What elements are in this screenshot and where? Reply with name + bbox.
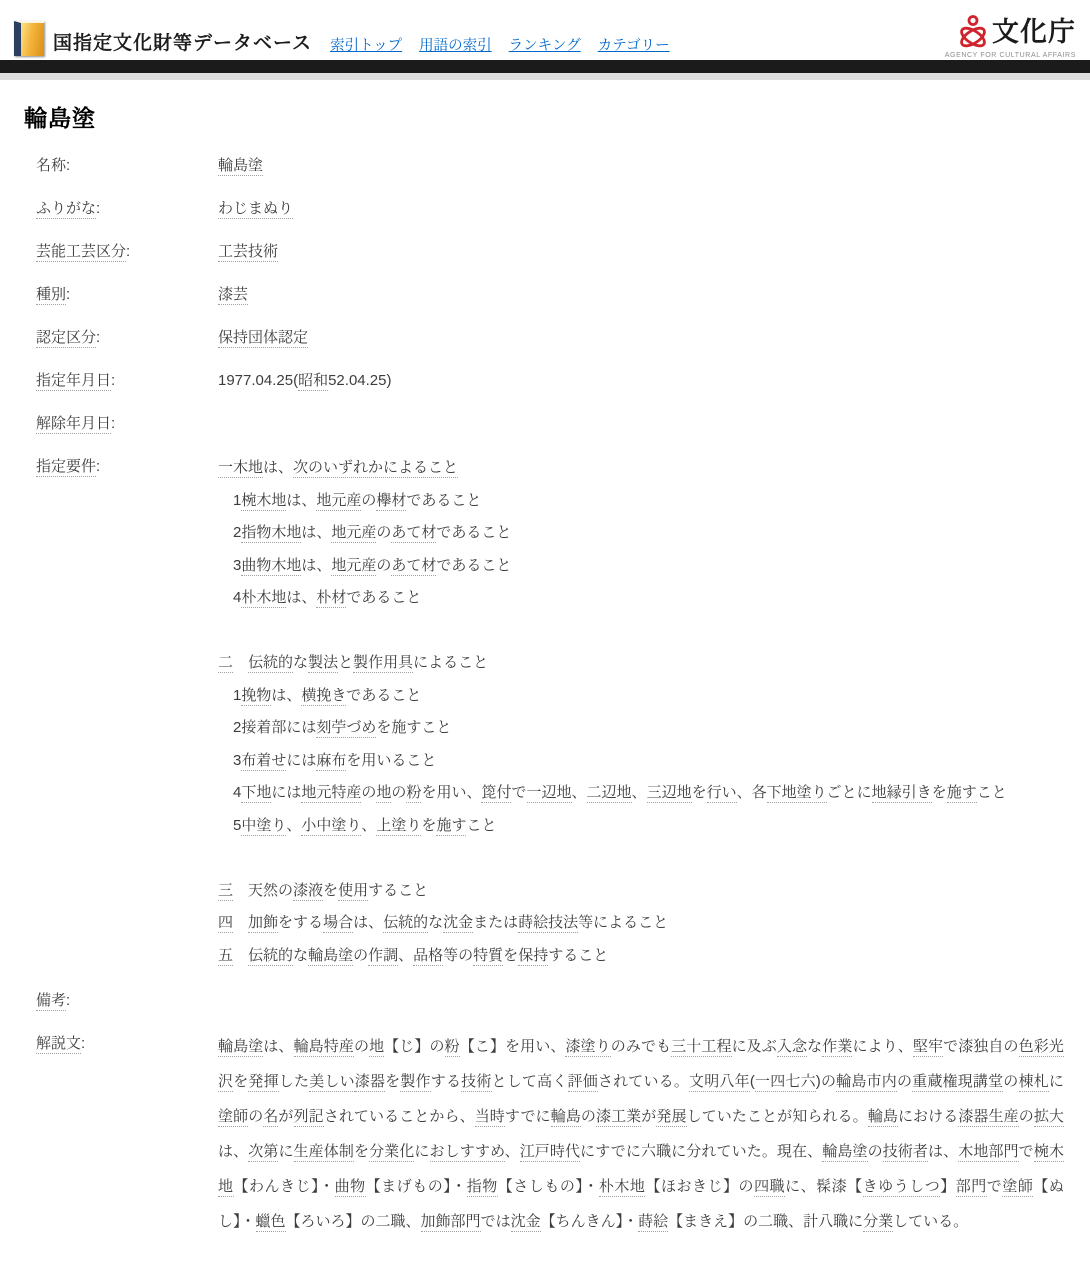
glossary-term[interactable]: 保持団体認定: [218, 329, 309, 346]
glossary-term[interactable]: 二辺地: [586, 784, 632, 801]
glossary-term[interactable]: 工芸技術: [218, 243, 279, 260]
glossary-term[interactable]: 昭和: [298, 372, 329, 389]
glossary-term[interactable]: 漆液: [293, 881, 324, 899]
glossary-term[interactable]: 蠟色: [255, 1213, 286, 1230]
field-table: [36, 151, 1066, 1239]
glossary-term[interactable]: 四: [218, 914, 234, 931]
glossary-term[interactable]: 次第: [248, 1143, 279, 1160]
requirement-line: [218, 842, 1064, 875]
glossary-term[interactable]: 種別: [36, 286, 67, 303]
glossary-term[interactable]: 地元産: [331, 556, 377, 574]
header-divider-shadow: [0, 73, 1090, 80]
glossary-term[interactable]: 名: [263, 1108, 279, 1125]
field-value-nintei-kubun: [218, 323, 1064, 352]
content: [0, 100, 1090, 1283]
glossary-term[interactable]: 朴木地: [241, 589, 287, 606]
glossary-term[interactable]: 横挽き: [301, 686, 347, 704]
requirement-line: 四 加飾をする場合は、伝統的な沈金または蒔絵技法等によること: [218, 914, 669, 931]
glossary-term[interactable]: 三辺地: [646, 784, 692, 801]
field-label-name: 名称:: [36, 157, 71, 174]
glossary-term[interactable]: 沈金: [443, 914, 474, 931]
glossary-term[interactable]: 粉: [444, 1038, 460, 1055]
glossary-term[interactable]: 拡大: [1033, 1108, 1064, 1125]
glossary-term[interactable]: 欅材: [376, 491, 407, 509]
glossary-term[interactable]: 部門: [955, 1178, 987, 1195]
glossary-term[interactable]: 指物: [466, 1178, 498, 1195]
glossary-term[interactable]: 朴材: [316, 589, 347, 606]
glossary-term[interactable]: 施す: [436, 816, 467, 834]
book-icon: [14, 21, 44, 56]
glossary-term[interactable]: 四職: [754, 1178, 786, 1195]
glossary-term[interactable]: 下地: [241, 784, 272, 801]
glossary-term[interactable]: 五: [218, 946, 234, 964]
page-title: 輪島塗: [24, 105, 96, 131]
glossary-term[interactable]: 塗師: [1002, 1178, 1034, 1195]
glossary-term[interactable]: 伝統的: [248, 946, 294, 964]
glossary-term[interactable]: 入念: [776, 1038, 808, 1055]
field-value-shubetsu: [218, 280, 1064, 309]
glossary-term[interactable]: 輪島特産: [293, 1038, 354, 1055]
glossary-term[interactable]: 次のいずれかによること: [293, 459, 459, 476]
glossary-term[interactable]: 輪島: [550, 1108, 581, 1125]
requirement-line: [218, 615, 1064, 648]
glossary-term[interactable]: 芸能工芸区分: [36, 243, 127, 260]
field-label-shitei-yoken: 指定要件:: [36, 458, 101, 475]
field-label-nintei-kubun: 認定区分:: [36, 329, 101, 346]
requirement-line: 3曲物木地は、地元産のあて材であること: [218, 556, 512, 574]
glossary-term[interactable]: 漆工業: [595, 1108, 642, 1125]
row-biko: [36, 986, 1066, 1015]
glossary-term[interactable]: 保持: [518, 946, 549, 964]
glossary-term[interactable]: 発揮: [248, 1073, 279, 1090]
glossary-term[interactable]: 二: [218, 654, 234, 671]
agency-name: 文化庁: [992, 16, 1076, 47]
glossary-term[interactable]: 箆付: [481, 784, 512, 801]
glossary-term[interactable]: 曲物木地: [241, 556, 302, 574]
glossary-term[interactable]: 製作: [400, 1073, 431, 1090]
glossary-term[interactable]: 沈金: [510, 1213, 541, 1230]
agency-logo-link[interactable]: [945, 13, 1076, 59]
glossary-term[interactable]: おしすすめ: [429, 1143, 505, 1160]
glossary-term[interactable]: 塗師: [218, 1108, 249, 1125]
glossary-term[interactable]: 技術者: [882, 1143, 929, 1160]
glossary-term[interactable]: 中塗り: [241, 816, 287, 834]
agency-crest-icon: [956, 13, 990, 51]
glossary-term[interactable]: 備考: [36, 992, 67, 1009]
glossary-term[interactable]: 漆器: [354, 1073, 386, 1090]
glossary-term[interactable]: 蒔絵: [638, 1213, 669, 1230]
glossary-term[interactable]: 輪島塗: [822, 1143, 868, 1160]
glossary-term[interactable]: 評価: [567, 1073, 598, 1090]
glossary-term[interactable]: あて材: [391, 524, 437, 541]
glossary-term[interactable]: 江戸時代: [519, 1143, 581, 1160]
field-label-biko: 備考:: [36, 992, 71, 1009]
glossary-term[interactable]: 生産体制: [293, 1143, 354, 1160]
requirement-line: 2指物木地は、地元産のあて材であること: [218, 524, 512, 541]
glossary-term[interactable]: 指物木地: [241, 524, 302, 541]
glossary-term[interactable]: 一木地: [218, 459, 264, 476]
agency-caption: AGENCY FOR CULTURAL AFFAIRS: [944, 52, 1076, 59]
field-value-furigana: [218, 194, 1064, 223]
glossary-term[interactable]: 施す: [946, 784, 977, 801]
glossary-term[interactable]: 解説文: [36, 1035, 82, 1052]
glossary-term[interactable]: 布着せ: [241, 751, 287, 769]
glossary-term[interactable]: 一四七六: [754, 1073, 816, 1090]
glossary-term[interactable]: 曲物: [334, 1178, 366, 1195]
site-header: [0, 0, 1090, 60]
field-value-shitei-date: 1977.04.25(昭和52.04.25): [218, 372, 392, 389]
glossary-term[interactable]: 美しい: [309, 1073, 355, 1090]
requirement-line: 三 天然の漆液を使用すること: [218, 881, 429, 899]
glossary-term[interactable]: 挽物: [241, 686, 272, 704]
glossary-term[interactable]: 当時: [474, 1108, 505, 1125]
glossary-term[interactable]: 加飾: [248, 914, 279, 931]
site-title: 国指定文化財等データベース: [53, 33, 313, 54]
glossary-term[interactable]: 地元産: [316, 491, 362, 509]
glossary-term[interactable]: 輪島塗: [218, 1038, 264, 1055]
glossary-term[interactable]: 品格: [413, 946, 444, 964]
row-shitei-date: [36, 366, 1066, 395]
glossary-term[interactable]: 伝統的: [383, 914, 429, 931]
glossary-term[interactable]: 技術: [461, 1073, 492, 1090]
requirement-line: 4朴木地は、朴材であること: [218, 589, 422, 606]
glossary-term[interactable]: 蒔絵技法: [518, 914, 579, 931]
nav-link-index-top[interactable]: 索引トップ: [330, 37, 403, 54]
glossary-term[interactable]: 発展: [656, 1108, 687, 1125]
row-geino-kogei-kubun: [36, 237, 1066, 266]
field-value-kaijo-date: [218, 409, 1064, 438]
glossary-term[interactable]: 製作用具: [353, 654, 414, 671]
requirement-line: 2接着部には刻苧づめを施すこと: [218, 719, 452, 736]
glossary-term[interactable]: 刻苧づめ: [316, 719, 377, 736]
glossary-term[interactable]: わじまぬり: [218, 200, 294, 217]
field-label-geino-kogei-kubun: 芸能工芸区分:: [36, 243, 131, 260]
glossary-term[interactable]: 重蔵権現講堂: [912, 1073, 1004, 1090]
glossary-term[interactable]: 場合: [323, 914, 354, 931]
glossary-term[interactable]: 列記: [293, 1108, 324, 1125]
requirement-line: 1挽物は、横挽きであること: [218, 686, 422, 704]
glossary-term[interactable]: 行い: [706, 784, 737, 801]
glossary-term[interactable]: 一辺地: [526, 784, 572, 801]
glossary-term[interactable]: あて材: [391, 556, 437, 574]
row-kaisetsu: [36, 1029, 1066, 1239]
glossary-term[interactable]: 輪島塗: [308, 946, 354, 964]
glossary-term[interactable]: ふりがな: [36, 200, 97, 217]
row-nintei-kubun: [36, 323, 1066, 352]
row-name: [36, 151, 1066, 180]
glossary-term[interactable]: 解除年月日: [36, 415, 112, 432]
requirement-line: 4下地には地元特産の地の粉を用い、箆付で一辺地、二辺地、三辺地を行い、各下地塗りごとに地縁引きを施すこと: [218, 784, 1007, 801]
glossary-term[interactable]: 色彩光沢: [218, 1038, 1064, 1090]
glossary-term[interactable]: 上塗り: [376, 816, 422, 834]
header-nav: [330, 39, 670, 57]
glossary-term[interactable]: 椀木地: [218, 1143, 1064, 1195]
requirement-line: 3布着せには麻布を用いること: [218, 751, 437, 769]
field-value-shitei-yoken: [218, 452, 1064, 972]
nav-link-category[interactable]: カテゴリー: [597, 37, 670, 54]
glossary-term[interactable]: 三: [218, 881, 234, 899]
nav-link-glossary-index[interactable]: 用語の索引: [419, 37, 492, 54]
field-value-name: [218, 151, 1064, 180]
header-divider-bar: [0, 60, 1090, 73]
glossary-term[interactable]: 三十工程: [671, 1038, 732, 1055]
nav-link-ranking[interactable]: ランキング: [508, 37, 581, 54]
field-value-geino-kogei-kubun: [218, 237, 1064, 266]
field-label-kaijo-date: 解除年月日:: [36, 415, 116, 432]
glossary-term[interactable]: 分業化: [369, 1143, 415, 1160]
glossary-term[interactable]: 地: [369, 1038, 385, 1055]
glossary-term[interactable]: 麻布: [316, 751, 347, 769]
glossary-term[interactable]: 堅牢: [912, 1038, 944, 1055]
glossary-term[interactable]: 地元特産: [301, 784, 362, 801]
glossary-term[interactable]: 作業: [822, 1038, 853, 1055]
glossary-term[interactable]: 指定要件: [36, 458, 97, 475]
glossary-term[interactable]: 下地塗り: [766, 784, 827, 801]
requirement-line: 一木地は、次のいずれかによること: [218, 459, 459, 476]
glossary-term[interactable]: 伝統的: [248, 654, 294, 671]
field-label-furigana: ふりがな:: [36, 200, 101, 217]
requirement-line: 1椀木地は、地元産の欅材であること: [218, 491, 482, 509]
field-label-kaisetsu: 解説文:: [36, 1035, 86, 1052]
glossary-term[interactable]: 認定区分: [36, 329, 97, 346]
requirement-line: 5中塗り、小中塗り、上塗りを施すこと: [218, 816, 497, 834]
glossary-term[interactable]: 棟札: [1018, 1073, 1049, 1090]
row-kaijo-date: [36, 409, 1066, 438]
glossary-term[interactable]: 輪島塗: [218, 157, 264, 174]
row-shitei-yoken: [36, 452, 1066, 972]
requirement-line: 五 伝統的な輪島塗の作調、品格等の特質を保持すること: [218, 946, 609, 964]
glossary-term[interactable]: 使用: [338, 881, 369, 899]
glossary-term[interactable]: 地元産: [331, 524, 377, 541]
glossary-term[interactable]: 製法: [308, 654, 339, 671]
glossary-term[interactable]: 文明八年: [689, 1073, 750, 1090]
glossary-term[interactable]: 輪島: [867, 1108, 898, 1125]
row-furigana: [36, 194, 1066, 223]
glossary-term[interactable]: 漆塗り: [565, 1038, 611, 1055]
glossary-term[interactable]: 指定年月日: [36, 372, 112, 389]
row-shubetsu: [36, 280, 1066, 309]
glossary-term[interactable]: 漆器生産: [958, 1108, 1019, 1125]
glossary-term[interactable]: 加飾部門: [420, 1213, 481, 1230]
glossary-term[interactable]: 木地部門: [958, 1143, 1019, 1160]
glossary-term[interactable]: 特質: [473, 946, 504, 964]
field-label-shubetsu: 種別:: [36, 286, 71, 303]
glossary-term[interactable]: 朴木地: [598, 1178, 646, 1195]
requirement-line: 二 伝統的な製法と製作用具によること: [218, 654, 489, 671]
glossary-term[interactable]: 輪島市内: [836, 1073, 897, 1090]
glossary-term[interactable]: 粉: [406, 784, 422, 801]
glossary-term[interactable]: 小中塗り: [301, 816, 362, 834]
field-value-kaisetsu: 輪島塗は、輪島特産の地【じ】の粉【こ】を用い、漆塗りのみでも三十工程に及ぶ入念な作業により、堅牢で漆独自の色彩光沢を発揮した美しい漆器を製作する技術として高く評価されている。文明八年(一四七六)の輪島市内の重蔵権現講堂の棟札に塗師の名が列記されていることから、当時すでに輪島の漆工業が発展していたことが知られる。輪島における漆器生産の拡大は、次第に生産体制を分業化におしすすめ、江戸時代にすでに六職に分れていた。現在、輪島塗の技術者は、木地部門で椀木地【わんきじ】・曲物【まげもの】・指物【さしもの】・朴木地【ほおきじ】の四職に、髹漆【きゆうしつ】部門で塗師【ぬし】・蠟色【ろいろ】の二職、加飾部門では沈金【ちんきん】・蒔絵【まきえ】の二職、計八職に分業している。: [218, 1038, 1064, 1230]
site-logo-link[interactable]: [14, 21, 312, 56]
glossary-term[interactable]: 漆芸: [218, 286, 249, 303]
field-label-shitei-date: 指定年月日:: [36, 372, 116, 389]
glossary-term[interactable]: 作調: [368, 946, 399, 964]
glossary-term[interactable]: 椀木地: [241, 491, 287, 509]
glossary-term[interactable]: 分業: [863, 1213, 894, 1230]
field-value-biko: [218, 986, 1064, 1015]
glossary-term[interactable]: 地: [376, 784, 392, 801]
glossary-term[interactable]: きゆうしつ: [862, 1178, 941, 1195]
glossary-term[interactable]: 地縁引き: [871, 784, 932, 801]
